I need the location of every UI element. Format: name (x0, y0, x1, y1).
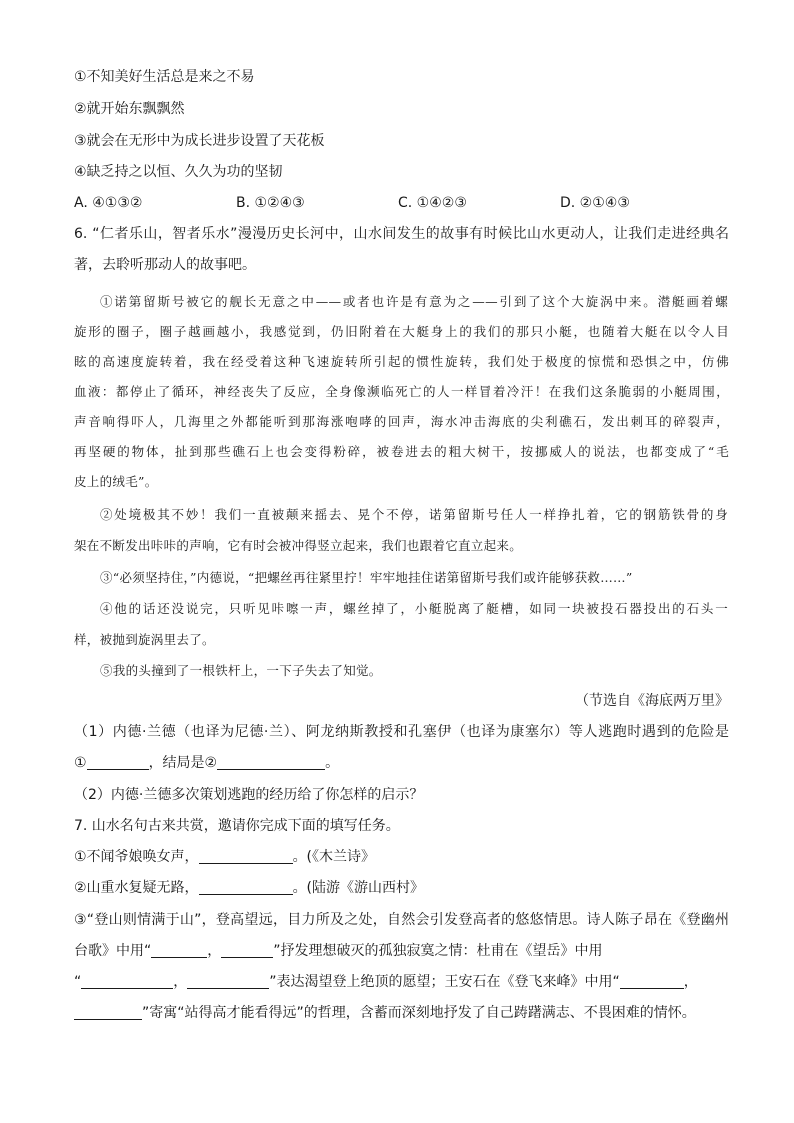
q7-item-3-text-d: ”寄寓“站得高才能看得远”的哲理，含蓄而深刻地抒发了自己踌躇满志、不畏困难的情怀。 (142, 1005, 696, 1021)
passage-line-10: ③“必须坚持住，”内德说，“把螺丝再往紧里拧！牢牢地挂住诺第留斯号我们或许能够获救……” (100, 570, 633, 585)
q7-item-3-text-a: 台歌》中用“ (74, 943, 152, 959)
choice-c[interactable]: C. ①④②③ (398, 195, 467, 211)
answer-choices (74, 193, 729, 213)
passage-line-12: 样，被抛到旋涡里去了。 (74, 632, 215, 647)
q7-blank-5[interactable] (81, 973, 173, 989)
choice-a[interactable]: A. ④①③② (74, 195, 143, 211)
q6-sub1-question: （1）内德·兰德（也译为尼德·兰）、阿龙纳斯教授和孔塞伊（也译为康塞尔）等人逃跑时遇到的危险是 (74, 724, 729, 740)
label-2: ，结局是② (148, 755, 218, 771)
q7-blank-8[interactable] (74, 1004, 142, 1020)
label-3: 。 (325, 755, 340, 771)
q7-blank-4[interactable] (221, 942, 273, 958)
q7-item-3-comma-c: ， (683, 974, 698, 990)
q6-sub1-answer-line (74, 753, 729, 773)
q7-item-2-source: 。(陆游《游山西村》 (292, 880, 425, 896)
passage-line-11: ④他的话还没说完，只听见咔嚓一声，螺丝掉了，小艇脱离了艇槽，如同一块被投石器投出的石头一 (100, 601, 728, 616)
passage-line-8: ②处境极其不妙！我们一直被颠来摇去、晃个不停，诺第留斯号任人一样挣扎着，它的钢筋铁骨的身 (100, 507, 728, 522)
option-item-4: ④缺乏持之以恒、久久为功的坚韧 (74, 164, 283, 180)
q7-item-2 (74, 878, 729, 898)
passage-line-5: 声音响得吓人，几海里之外都能听到那海涨咆哮的回声，海水冲击海底的尖利礁石，发出刺耳的碎裂声， (74, 414, 729, 429)
passage-line-4: 血液：都停止了循环，神经丧失了反应，全身像濒临死亡的人一样冒着冷汗！在我们这条脆弱的小艇周围， (74, 384, 729, 399)
q7-item-3-comma-b: ， (173, 974, 188, 990)
q7-item-3-text-c: ”表达渴望登上绝顶的愿望；王安石在《登飞来峰》中用“ (269, 974, 620, 990)
choice-d[interactable]: D. ②①④③ (560, 195, 630, 211)
passage-line-13: ⑤我的头撞到了一根铁杆上，一下子失去了知觉。 (100, 663, 382, 678)
option-item-3: ③就会在无形中为成长进步设置了天花板 (74, 133, 325, 149)
q7-blank-2[interactable] (199, 879, 293, 895)
q7-item-3-line-4 (74, 1003, 729, 1023)
q7-item-3-line-2 (74, 941, 729, 961)
q7-item-3-text-b: ”抒发理想破灭的孤独寂寞之情：杜甫在《望岳》中用 (273, 943, 603, 959)
q7-item-1 (74, 847, 729, 867)
q7-item-2-text: ②山重水复疑无路， (74, 880, 199, 896)
q6-sub2-question: （2）内德·兰德多次策划逃跑的经历给了你怎样的启示？ (74, 787, 424, 803)
q7-blank-1[interactable] (199, 848, 293, 864)
choice-b[interactable]: B. ①②④③ (236, 195, 305, 211)
q7-blank-6[interactable] (187, 973, 269, 989)
q7-item-3-quote-open: “ (74, 974, 82, 990)
answer-blank-1[interactable] (87, 754, 149, 770)
passage-source: （节选自《海底两万里》 (575, 693, 729, 709)
q7-blank-7[interactable] (620, 973, 684, 989)
q7-item-3-line-3 (74, 972, 729, 992)
q6-intro-line-1: 6. “仁者乐山，智者乐水”漫漫历史长河中，山水间发生的故事有时候比山水更动人，让我们走进经典名 (74, 226, 729, 242)
label-1: ① (74, 755, 87, 771)
q7-item-3-line-1: ③“登山则情满于山”，登高望远，目力所及之处，自然会引发登高者的悠悠情思。诗人陈子昂在《登幽州 (74, 912, 729, 928)
passage-line-2: 旋形的圈子，圈子越画越小，我感觉到，仍旧附着在大艇身上的我们的那只小艇，也随着大艇在以令人目 (74, 324, 729, 339)
answer-blank-2[interactable] (217, 754, 325, 770)
q7-item-3-comma-a: ， (207, 943, 222, 959)
option-item-2: ②就开始东飘飘然 (74, 101, 185, 117)
passage-line-6: 再坚硬的物体，扯到那些礁石上也会变得粉碎，被卷进去的粗大树干，按挪威人的说法，也都变成了“毛 (74, 444, 729, 459)
passage-line-1: ①诺第留斯号被它的舰长无意之中——或者也许是有意为之——引到了这个大旋涡中来。潜艇画着螺 (100, 294, 728, 309)
option-item-1: ①不知美好生活总是来之不易 (74, 69, 255, 85)
q7-item-1-text: ①不闻爷娘唤女声， (74, 849, 199, 865)
q7-intro: 7. 山水名句古来共赏，邀请你完成下面的填写任务。 (74, 818, 400, 834)
q6-intro-line-2: 著，去聆听那动人的故事吧。 (74, 257, 256, 273)
passage-line-3: 眩的高速度旋转着，我在经受着这种飞速旋转所引起的惯性旋转，我们处于极度的惊慌和恐惧之中，仿佛 (74, 354, 729, 369)
passage-line-9: 架在不断发出咔咔的声响，它有时会被冲得竖立起来，我们也跟着它直立起来。 (74, 538, 523, 553)
q7-item-1-source: 。(《木兰诗》 (292, 849, 376, 865)
q7-blank-3[interactable] (151, 942, 207, 958)
passage-line-7: 皮上的绒毛”。 (74, 474, 158, 489)
